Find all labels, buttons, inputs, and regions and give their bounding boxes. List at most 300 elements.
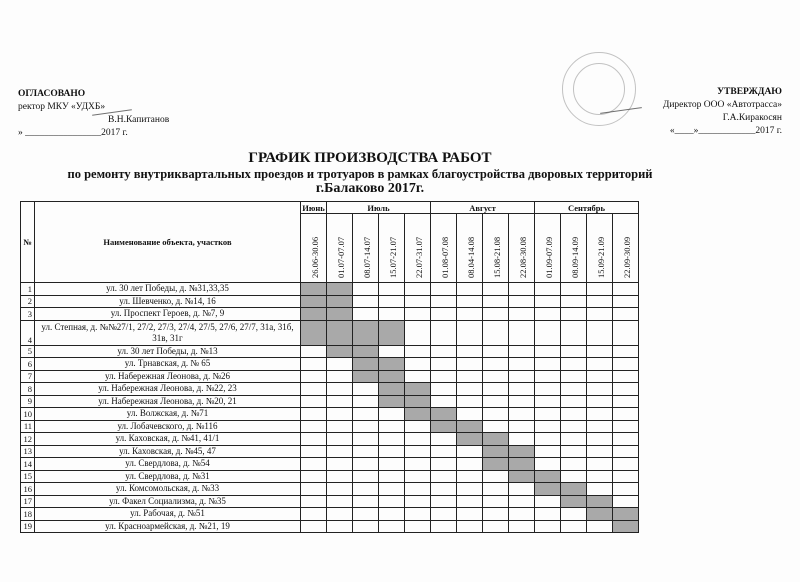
schedule-table — [20, 201, 639, 533]
schedule-cell — [535, 433, 561, 446]
schedule-cell — [483, 395, 509, 408]
week-label: 01.07-07.07 — [335, 236, 346, 278]
object-name: ул. Комсомольская, д. №33 — [35, 483, 301, 496]
schedule-cell — [405, 495, 431, 508]
schedule-cell — [509, 520, 535, 533]
schedule-cell — [431, 433, 457, 446]
row-number: 6 — [21, 358, 35, 371]
schedule-cell — [535, 495, 561, 508]
schedule-cell — [613, 295, 639, 308]
object-name: ул. Каховская, д. №41, 41/1 — [35, 433, 301, 446]
schedule-cell — [405, 470, 431, 483]
object-name: ул. Шевченко, д. №14, 16 — [35, 295, 301, 308]
table-row — [21, 395, 639, 408]
object-name: ул. 30 лет Победы, д. №13 — [35, 345, 301, 358]
row-number: 16 — [21, 483, 35, 496]
approval-right-heading: УТВЕРЖДАЮ — [717, 87, 782, 97]
schedule-cell — [535, 295, 561, 308]
document-title: ГРАФИК ПРОИЗВОДСТВА РАБОТ — [248, 150, 492, 166]
schedule-cell — [509, 358, 535, 371]
schedule-cell — [483, 295, 509, 308]
schedule-cell — [561, 520, 587, 533]
week-label: 01.08-07.08 — [439, 236, 450, 278]
schedule-cell — [405, 283, 431, 296]
schedule-cell — [405, 520, 431, 533]
row-number: 11 — [21, 420, 35, 433]
object-name: ул. Каховская, д. №45, 47 — [35, 445, 301, 458]
object-name: ул. Рабочая, д. №51 — [35, 508, 301, 521]
week-header — [561, 214, 587, 283]
schedule-cell — [457, 458, 483, 471]
schedule-cell — [613, 470, 639, 483]
table-row — [21, 408, 639, 421]
schedule-cell-active — [561, 495, 587, 508]
schedule-cell — [509, 320, 535, 345]
schedule-cell — [353, 308, 379, 321]
schedule-cell — [509, 420, 535, 433]
schedule-cell — [535, 395, 561, 408]
table-row — [21, 295, 639, 308]
schedule-cell — [405, 433, 431, 446]
schedule-cell — [353, 495, 379, 508]
schedule-cell — [301, 445, 327, 458]
object-name: ул. Волжская, д. №71 — [35, 408, 301, 421]
schedule-cell — [457, 470, 483, 483]
schedule-cell — [379, 520, 405, 533]
schedule-cell-active — [613, 508, 639, 521]
schedule-cell — [327, 470, 353, 483]
schedule-cell-active — [327, 295, 353, 308]
schedule-cell — [561, 458, 587, 471]
schedule-cell — [353, 295, 379, 308]
schedule-cell-active — [301, 320, 327, 345]
schedule-cell — [301, 520, 327, 533]
week-header — [613, 214, 639, 283]
table-row — [21, 445, 639, 458]
schedule-cell — [509, 395, 535, 408]
schedule-cell-active — [587, 495, 613, 508]
schedule-cell-active — [301, 295, 327, 308]
schedule-cell — [379, 308, 405, 321]
schedule-cell-active — [483, 458, 509, 471]
schedule-cell — [483, 308, 509, 321]
row-number: 3 — [21, 308, 35, 321]
schedule-cell — [483, 345, 509, 358]
object-name: ул. Свердлова, д. №54 — [35, 458, 301, 471]
week-header — [405, 214, 431, 283]
week-label: 08.09-14.09 — [569, 236, 580, 278]
row-number: 17 — [21, 495, 35, 508]
schedule-cell — [405, 320, 431, 345]
schedule-cell — [405, 308, 431, 321]
schedule-cell — [587, 395, 613, 408]
row-number: 7 — [21, 370, 35, 383]
row-number: 19 — [21, 520, 35, 533]
schedule-cell-active — [353, 320, 379, 345]
schedule-cell — [587, 483, 613, 496]
schedule-cell — [535, 408, 561, 421]
schedule-cell — [353, 458, 379, 471]
table-row — [21, 345, 639, 358]
schedule-cell — [379, 470, 405, 483]
table-row — [21, 370, 639, 383]
schedule-cell — [509, 433, 535, 446]
schedule-cell — [431, 508, 457, 521]
approval-right-signer: Г.А.Киракосян — [722, 113, 782, 123]
week-label: 08.07-14.07 — [361, 236, 372, 278]
table-row — [21, 283, 639, 296]
schedule-cell — [301, 483, 327, 496]
table-row — [21, 483, 639, 496]
schedule-cell — [483, 370, 509, 383]
row-number: 18 — [21, 508, 35, 521]
schedule-cell — [405, 483, 431, 496]
schedule-cell — [353, 408, 379, 421]
stamp-seal — [562, 52, 636, 126]
schedule-cell — [379, 408, 405, 421]
schedule-cell — [561, 320, 587, 345]
schedule-cell — [587, 433, 613, 446]
schedule-cell — [561, 470, 587, 483]
schedule-cell — [379, 495, 405, 508]
document-subtitle: по ремонту внутриквартальных проездов и тротуаров в рамках благоустройства дворовых территорий — [67, 167, 653, 181]
schedule-cell — [301, 395, 327, 408]
schedule-cell — [561, 295, 587, 308]
object-name: ул. Набережная Леонова, д. №22, 23 — [35, 383, 301, 396]
schedule-cell — [457, 495, 483, 508]
schedule-cell — [613, 383, 639, 396]
schedule-cell — [431, 495, 457, 508]
schedule-cell — [587, 320, 613, 345]
schedule-cell — [561, 358, 587, 371]
month-header: Сентябрь — [535, 202, 639, 214]
schedule-cell — [327, 508, 353, 521]
object-name: ул. Красноармейская, д. №21, 19 — [35, 520, 301, 533]
schedule-cell — [327, 395, 353, 408]
row-number: 2 — [21, 295, 35, 308]
week-label: 22.08-30.08 — [517, 236, 528, 278]
schedule-cell-active — [509, 445, 535, 458]
table-row — [21, 420, 639, 433]
schedule-cell — [353, 283, 379, 296]
week-header — [327, 214, 353, 283]
object-name: ул. Трнавская, д. № 65 — [35, 358, 301, 371]
schedule-cell — [301, 433, 327, 446]
schedule-cell — [431, 470, 457, 483]
schedule-cell-active — [353, 370, 379, 383]
approval-right-block — [663, 86, 782, 138]
schedule-cell — [457, 395, 483, 408]
schedule-cell — [535, 370, 561, 383]
schedule-cell — [561, 370, 587, 383]
week-header — [431, 214, 457, 283]
schedule-cell — [613, 433, 639, 446]
schedule-cell — [613, 320, 639, 345]
schedule-cell-active — [431, 420, 457, 433]
approval-left-signer: В.Н.Капитанов — [108, 115, 170, 125]
schedule-cell — [353, 483, 379, 496]
schedule-cell — [457, 283, 483, 296]
approval-right-date: «____»____________2017 г. — [669, 126, 782, 136]
schedule-cell — [457, 445, 483, 458]
week-header — [587, 214, 613, 283]
schedule-cell — [509, 370, 535, 383]
schedule-cell — [509, 408, 535, 421]
row-number: 15 — [21, 470, 35, 483]
schedule-cell — [379, 420, 405, 433]
schedule-cell — [353, 508, 379, 521]
schedule-cell-active — [431, 408, 457, 421]
schedule-cell — [457, 408, 483, 421]
schedule-cell — [301, 345, 327, 358]
schedule-cell — [301, 495, 327, 508]
schedule-cell-active — [379, 370, 405, 383]
schedule-cell — [353, 420, 379, 433]
month-header: Июнь — [302, 202, 325, 213]
schedule-cell-active — [405, 408, 431, 421]
object-name: ул. Лобачевского, д. №116 — [35, 420, 301, 433]
table-row — [21, 458, 639, 471]
schedule-cell — [535, 445, 561, 458]
schedule-cell — [587, 283, 613, 296]
schedule-cell — [431, 370, 457, 383]
schedule-cell — [353, 383, 379, 396]
approval-left-position: ректор МКУ «УДХБ» — [18, 102, 106, 112]
schedule-cell — [301, 458, 327, 471]
approval-left-heading: ОГЛАСОВАНО — [18, 89, 86, 99]
schedule-cell — [587, 470, 613, 483]
week-label: 08.04-14.08 — [465, 236, 476, 278]
object-name: ул. Проспект Героев, д. №7, 9 — [35, 308, 301, 321]
schedule-cell — [457, 295, 483, 308]
table-row — [21, 308, 639, 321]
schedule-cell — [301, 370, 327, 383]
schedule-cell — [483, 358, 509, 371]
schedule-cell-active — [561, 483, 587, 496]
schedule-cell — [379, 295, 405, 308]
schedule-cell — [535, 458, 561, 471]
row-number: 12 — [21, 433, 35, 446]
schedule-cell — [353, 470, 379, 483]
schedule-cell — [587, 308, 613, 321]
schedule-cell — [535, 383, 561, 396]
table-row — [21, 383, 639, 396]
schedule-cell — [353, 433, 379, 446]
schedule-cell-active — [327, 345, 353, 358]
schedule-cell-active — [301, 308, 327, 321]
schedule-cell — [613, 495, 639, 508]
schedule-cell — [561, 420, 587, 433]
schedule-cell — [457, 345, 483, 358]
schedule-cell — [561, 345, 587, 358]
schedule-cell — [561, 283, 587, 296]
schedule-cell — [587, 458, 613, 471]
schedule-cell — [301, 383, 327, 396]
schedule-cell — [613, 358, 639, 371]
schedule-cell — [405, 345, 431, 358]
row-number: 4 — [21, 320, 35, 345]
schedule-cell — [509, 483, 535, 496]
schedule-cell — [483, 420, 509, 433]
month-header: Июль — [327, 202, 431, 214]
object-name: ул. Набережная Леонова, д. №20, 21 — [35, 395, 301, 408]
schedule-cell — [327, 495, 353, 508]
object-name: ул. Степная, д. №№27/1, 27/2, 27/3, 27/4, 27/5, 27/6, 27/7, 31а, 31б, 31в, 31г — [35, 320, 301, 345]
week-label: 22.07-31.07 — [413, 236, 424, 278]
schedule-cell-active — [353, 358, 379, 371]
object-name: ул. Свердлова, д. №31 — [35, 470, 301, 483]
schedule-cell — [561, 395, 587, 408]
schedule-cell — [483, 470, 509, 483]
week-label: 01.09-07.09 — [543, 236, 554, 278]
schedule-cell — [561, 433, 587, 446]
schedule-cell — [587, 520, 613, 533]
object-name: ул. Факел Социализма, д. №35 — [35, 495, 301, 508]
schedule-cell — [301, 420, 327, 433]
schedule-cell — [327, 358, 353, 371]
schedule-cell — [535, 520, 561, 533]
schedule-cell — [431, 358, 457, 371]
table-row — [21, 320, 639, 345]
approval-left-date: » ________________2017 г. — [18, 128, 128, 138]
schedule-cell — [431, 283, 457, 296]
schedule-cell — [509, 308, 535, 321]
week-header — [535, 214, 561, 283]
row-number: 5 — [21, 345, 35, 358]
table-row — [21, 358, 639, 371]
schedule-cell — [509, 283, 535, 296]
week-header — [301, 214, 327, 283]
week-header — [353, 214, 379, 283]
schedule-cell — [405, 445, 431, 458]
schedule-cell — [457, 483, 483, 496]
schedule-cell — [613, 308, 639, 321]
week-label: 15.07-21.07 — [387, 236, 398, 278]
schedule-cell — [405, 358, 431, 371]
schedule-cell — [535, 320, 561, 345]
schedule-cell-active — [327, 308, 353, 321]
schedule-cell-active — [587, 508, 613, 521]
schedule-cell — [405, 458, 431, 471]
document-city-year: г.Балаково 2017г. — [315, 181, 425, 196]
schedule-cell — [379, 283, 405, 296]
schedule-cell-active — [535, 483, 561, 496]
table-row — [21, 470, 639, 483]
schedule-cell — [509, 383, 535, 396]
schedule-cell — [431, 458, 457, 471]
schedule-cell — [327, 458, 353, 471]
schedule-cell — [405, 420, 431, 433]
schedule-cell — [405, 295, 431, 308]
schedule-cell — [613, 483, 639, 496]
schedule-cell-active — [379, 395, 405, 408]
schedule-cell-active — [509, 470, 535, 483]
schedule-cell — [483, 320, 509, 345]
table-row — [21, 508, 639, 521]
schedule-cell — [587, 408, 613, 421]
schedule-cell — [327, 420, 353, 433]
schedule-cell — [613, 458, 639, 471]
table-row — [21, 520, 639, 533]
week-header — [379, 214, 405, 283]
schedule-cell — [613, 370, 639, 383]
schedule-cell — [483, 520, 509, 533]
schedule-cell — [327, 433, 353, 446]
month-header-row — [21, 202, 639, 214]
schedule-cell — [353, 395, 379, 408]
schedule-cell — [483, 495, 509, 508]
schedule-cell — [301, 508, 327, 521]
schedule-cell — [431, 345, 457, 358]
schedule-cell — [587, 358, 613, 371]
schedule-cell — [535, 358, 561, 371]
schedule-cell-active — [509, 458, 535, 471]
schedule-cell-active — [327, 320, 353, 345]
schedule-cell — [431, 483, 457, 496]
schedule-cell — [587, 295, 613, 308]
row-number: 14 — [21, 458, 35, 471]
schedule-cell — [457, 508, 483, 521]
schedule-cell — [587, 445, 613, 458]
schedule-cell-active — [457, 420, 483, 433]
approval-left-block — [18, 88, 169, 140]
schedule-cell — [561, 508, 587, 521]
schedule-cell — [613, 283, 639, 296]
schedule-cell-active — [379, 383, 405, 396]
schedule-cell — [431, 520, 457, 533]
schedule-cell — [405, 508, 431, 521]
schedule-cell-active — [535, 470, 561, 483]
schedule-cell — [483, 408, 509, 421]
schedule-cell — [327, 483, 353, 496]
schedule-cell — [483, 508, 509, 521]
schedule-cell — [457, 520, 483, 533]
schedule-cell — [327, 408, 353, 421]
schedule-cell — [405, 370, 431, 383]
schedule-cell — [509, 345, 535, 358]
schedule-cell-active — [379, 320, 405, 345]
schedule-cell — [327, 445, 353, 458]
schedule-cell — [327, 520, 353, 533]
schedule-cell — [561, 308, 587, 321]
month-header: Август — [431, 202, 535, 214]
schedule-cell — [431, 445, 457, 458]
week-header — [483, 214, 509, 283]
schedule-cell — [509, 495, 535, 508]
schedule-cell — [535, 420, 561, 433]
schedule-cell — [379, 445, 405, 458]
week-label: 15.09-21.09 — [595, 236, 606, 278]
schedule-cell — [535, 345, 561, 358]
schedule-cell — [613, 420, 639, 433]
object-name: ул. Набережная Леонова, д. №26 — [35, 370, 301, 383]
schedule-cell — [353, 445, 379, 458]
approval-right-position: Директор ООО «Автотрасса» — [662, 100, 782, 110]
schedule-cell-active — [327, 283, 353, 296]
schedule-cell — [483, 483, 509, 496]
schedule-body — [21, 283, 639, 533]
schedule-cell — [613, 395, 639, 408]
schedule-cell — [587, 345, 613, 358]
schedule-cell — [561, 445, 587, 458]
schedule-cell — [613, 408, 639, 421]
table-row — [21, 433, 639, 446]
schedule-cell-active — [405, 383, 431, 396]
schedule-cell — [379, 508, 405, 521]
schedule-cell — [613, 345, 639, 358]
schedule-cell — [457, 370, 483, 383]
schedule-cell — [379, 433, 405, 446]
